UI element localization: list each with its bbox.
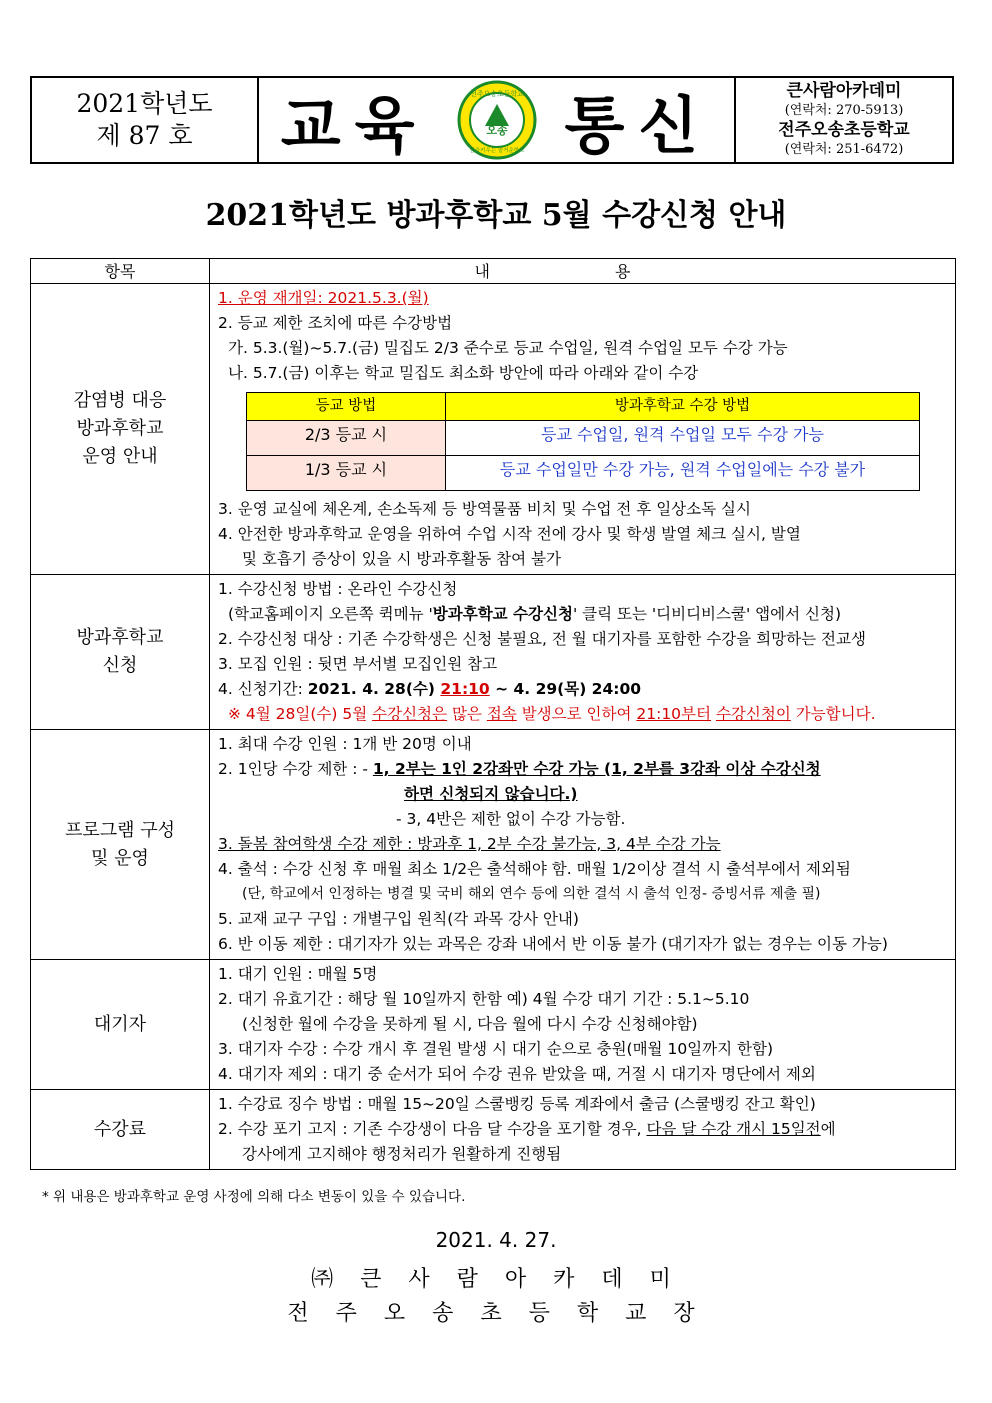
label-line: 신청 [102, 655, 138, 676]
text: 4. 신청기간: [218, 680, 308, 698]
attendance-rule: 4. 출석 : 수강 신청 후 매월 최소 1/2은 출석해야 함. 매월 1/2이상 결석 시 출석부에서 제외됨 [218, 860, 851, 878]
disinfection-note: 3. 운영 교실에 체온계, 손소독제 등 방역물품 비치 및 수업 전 후 일상소독 실시 [218, 500, 751, 518]
text: 수강신청이 [715, 705, 791, 723]
change-notice: * 위 내용은 방과후학교 운영 사정에 의해 다소 변동이 있을 수 있습니다. [42, 1189, 466, 1205]
text: 2. 1인당 수강 제한 : - [218, 760, 373, 778]
attendance-table [246, 392, 920, 491]
text: 수강신청은 [372, 705, 448, 723]
waiting-enroll: 3. 대기자 수강 : 수강 개시 후 결원 발생 시 대기 순으로 충원(매월 10일까지 한함) [218, 1040, 774, 1058]
text: 접속 [486, 705, 517, 723]
waiting-validity: 2. 대기 유효기간 : 해당 월 10일까지 한함 예) 4월 수강 대기 기간 : 5.1~5.10 [218, 990, 750, 1008]
fee-collection: 1. 수강료 징수 방법 : 매월 15~20일 스쿨뱅킹 등록 계좌에서 출금 (스쿨뱅킹 잔고 확인) [218, 1095, 816, 1113]
column-header-content: 내 용 [210, 259, 956, 284]
label-line: 프로그램 구성 [64, 819, 176, 841]
table-row [31, 575, 956, 730]
label-line: 방과후학교 [76, 418, 164, 439]
signature-principal: 전 주 오 송 초 등 학 교 장 [287, 1301, 705, 1326]
materials-rule: 5. 교재 교구 구입 : 개별구입 원칙(각 과목 강사 안내) [218, 910, 579, 928]
fee-cancel-notice-cont: 강사에게 고지해야 행정처리가 원활하게 진행됨 [242, 1145, 562, 1163]
table-header-row [31, 259, 956, 284]
issue-number: 제 87 호 [96, 121, 193, 150]
table-row [31, 730, 956, 960]
limit-rule-34: - 3, 4반은 제한 없이 수강 가능함. [396, 810, 626, 828]
apply-target: 2. 수강신청 대상 : 기존 수강학생은 신청 불필요, 전 월 대기자를 포함한 수강을 희망하는 전교생 [218, 630, 866, 648]
max-enrollment: 1. 최대 수강 인원 : 1개 반 20명 이내 [218, 735, 472, 753]
fee-cancel-notice [218, 1117, 955, 1142]
org-school: 전주오송초등학교 [778, 120, 910, 140]
table-row [247, 456, 920, 491]
apply-capacity: 3. 모집 인원 : 뒷면 부서별 모집인원 참고 [218, 655, 498, 673]
reopen-date: 1. 운영 재개일: 2021.5.3.(월) [218, 289, 429, 307]
section-label-program [31, 730, 210, 960]
table-row [247, 421, 920, 456]
signature-academy: ㈜ 큰 사 람 아 카 데 미 [311, 1267, 681, 1292]
text: ' 클릭 또는 '디비디비스쿨' 앱에서 신청) [572, 605, 841, 623]
attendance-one-third: 1/3 등교 시 [247, 456, 446, 491]
section-content-program [210, 730, 956, 960]
label-line: 운영 안내 [82, 446, 158, 467]
attendance-header-course: 방과후학교 수강 방법 [446, 393, 920, 421]
fever-check-note: 4. 안전한 방과후학교 운영을 위하여 수업 시작 전에 강사 및 학생 발열 체크 실시, 발열 [218, 525, 801, 543]
table-row [31, 1090, 956, 1170]
section-label-infection [31, 284, 210, 575]
apply-method: 1. 수강신청 방법 : 온라인 수강신청 [218, 580, 458, 598]
label-line: 및 운영 [91, 847, 149, 869]
attendance-b: 나. 5.7.(금) 이후는 학교 밀집도 최소화 방안에 따라 아래와 같이 수강 [228, 364, 699, 382]
text: 가능합니다. [790, 705, 876, 723]
section-content-fee [210, 1090, 956, 1170]
fever-check-note-cont: 및 호흡기 증상이 있을 시 방과후활동 참여 불가 [242, 550, 561, 568]
label-line: 수강료 [93, 1118, 147, 1140]
logo-center-text: 오송 [485, 124, 508, 137]
label-line: 방과후학교 [76, 627, 164, 648]
attendance-table-header [247, 393, 920, 421]
apply-method-detail [218, 602, 955, 627]
cancel-deadline: 다음 달 수강 개시 15일전 [646, 1120, 821, 1138]
period-start-time: 21:10 [440, 680, 490, 698]
attendance-two-thirds: 2/3 등교 시 [247, 421, 446, 456]
text: (학교홈페이지 오른쪽 퀵메뉴 ' [228, 605, 433, 623]
contact-box [734, 78, 952, 162]
class-change-rule: 6. 반 이동 제한 : 대기자가 있는 과목은 강좌 내에서 반 이동 불가 (대기자가 없는 경우는 이동 가능) [218, 935, 888, 953]
text: 에 [820, 1120, 836, 1138]
waiting-validity-note: (신청한 월에 수강을 못하게 될 시, 다음 월에 다시 수강 신청해야함) [242, 1015, 698, 1033]
apply-warning [218, 702, 955, 727]
section-content-waiting [210, 960, 956, 1090]
section-content-infection [210, 284, 956, 575]
attendance-method: 2. 등교 제한 조치에 따른 수강방법 [218, 314, 453, 332]
section-content-apply [210, 575, 956, 730]
limit-rule: 1, 2부는 1인 2강좌만 수강 가능 (1, 2부를 3강좌 이상 수강신청 [372, 760, 821, 778]
period-end: ~ 4. 29(목) 24:00 [489, 680, 642, 698]
school-year: 2021학년도 [76, 89, 213, 118]
section-label-fee [31, 1090, 210, 1170]
attendance-one-third-rule: 등교 수업일만 수강 가능, 원격 수업일에는 수강 불가 [446, 456, 920, 491]
logo-top-text: 전주오송초등학교 [469, 90, 524, 98]
table-row [31, 284, 956, 575]
waiting-count: 1. 대기 인원 : 매월 5명 [218, 965, 378, 983]
title-education: 교육 [280, 88, 429, 162]
waiting-exclusion: 4. 대기자 제외 : 대기 중 순서가 되어 수강 권유 받았을 때, 거절 시 대기자 명단에서 제외 [218, 1065, 816, 1083]
attendance-two-thirds-rule: 등교 수업일, 원격 수업일 모두 수강 가능 [446, 421, 920, 456]
section-label-waiting [31, 960, 210, 1090]
label-line: 감염병 대응 [73, 390, 167, 411]
attendance-exception: (단, 학교에서 인정하는 병결 및 국비 해외 연수 등에 의한 결석 시 출석 인정- 증빙서류 제출 필) [242, 886, 821, 902]
newsletter-header [30, 76, 954, 164]
school-logo-icon [457, 80, 537, 160]
info-table [30, 258, 956, 1170]
period-start: 2021. 4. 28(수) [307, 680, 441, 698]
care-student-limit: 3. 돌봄 참여학생 수강 제한 : 방과후 1, 2부 수강 불가능, 3, 4부 수강 가능 [218, 835, 721, 853]
column-header-item: 항목 [31, 259, 210, 284]
text: 많은 [447, 705, 487, 723]
logo-bottom-text: 꿈을키우는 즐거운학교 [469, 148, 524, 154]
limit-rule-cont: 하면 신청되지 않습니다.) [404, 785, 578, 803]
table-row [31, 960, 956, 1090]
text: 21:10부터 [636, 705, 711, 723]
attendance-a: 가. 5.3.(월)~5.7.(금) 밀집도 2/3 준수로 등교 수업일, 원격 수업일 모두 수강 가능 [228, 339, 788, 357]
per-person-limit [218, 757, 955, 782]
org-academy: 큰사람아카데미 [786, 81, 902, 101]
attendance-header-method: 등교 방법 [247, 393, 446, 421]
org-academy-phone: (연락처: 270-5913) [784, 103, 904, 118]
apply-menu-name: 방과후학교 수강신청 [432, 605, 573, 623]
issue-box [32, 78, 259, 162]
title-newsletter: 통신 [564, 88, 713, 162]
document-title: 2021학년도 방과후학교 5월 수강신청 안내 [205, 198, 787, 233]
section-label-apply [31, 575, 210, 730]
apply-period [218, 677, 955, 702]
org-school-phone: (연락처: 251-6472) [784, 142, 904, 157]
text: 2. 수강 포기 고지 : 기존 수강생이 다음 달 수강을 포기할 경우, [218, 1120, 647, 1138]
newsletter-title-box [259, 78, 734, 162]
text: ※ 4월 28일(수) 5월 [228, 705, 373, 723]
text: 발생으로 인하여 [516, 705, 637, 723]
label-line: 대기자 [93, 1013, 147, 1035]
issue-date: 2021. 4. 27. [435, 1228, 557, 1252]
